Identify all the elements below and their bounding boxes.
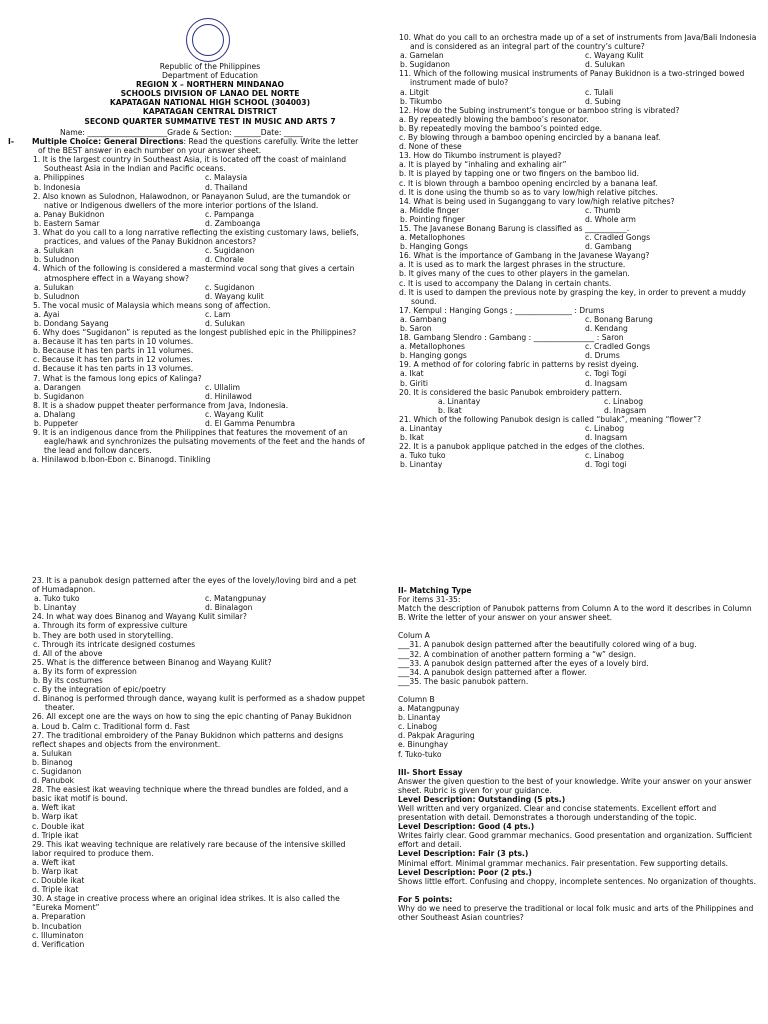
answer-option: b. Hanging gongs: [400, 351, 467, 361]
answer-option: c. Linabog: [604, 396, 644, 406]
answer-option: c. Double ikat: [32, 876, 85, 886]
question-options: [398, 206, 760, 224]
question-text: 9. It is an indigenous dance from the Philippines that features the movement of an eagle/hawk and synchronizes the pulsating movements of the feet and the hands of the lead and follow dancers.: [33, 428, 365, 456]
question-options: [32, 383, 366, 401]
question-text: 16. What is the importance of Gambang in the Javanese Wayang?: [399, 251, 650, 261]
answer-options-line: a. Hinilawod b.Ibon-Ebon c. Binanogd. Tinikling: [32, 455, 211, 465]
part1-directions-text: : Read the questions carefully. Write the letter of the BEST answer in each number on your answer sheet.: [38, 137, 359, 156]
answer-option: b. Tikumbo: [400, 96, 443, 106]
answer-option: a. Darangen: [34, 382, 81, 392]
answer-option: c. Cradled Gongs: [585, 233, 651, 243]
answer-option: d. Thailand: [205, 182, 248, 192]
question-text: 2. Also known as Sulodnon, Halawodnon, or Panayanon Sulud, are the tumandok or native or Indigenous dwellers of the more interior portions of the Island.: [33, 191, 351, 210]
question-options: [398, 397, 760, 415]
rubric-levels: [398, 795, 760, 886]
column-2: [398, 33, 760, 470]
answer-option: c. Lam: [205, 309, 231, 319]
answer-option: a. Tuko tuko: [34, 594, 80, 604]
answer-option: b. Ikat: [400, 433, 424, 443]
answer-option: b. Ikat: [438, 405, 462, 415]
question-text: 28. The easiest ikat weaving technique where the thread bundles are folded, and a basic ikat motif is bound.: [32, 785, 349, 804]
answer-option: c. Bonang Barung: [585, 314, 653, 324]
question-options: [32, 173, 366, 191]
answer-option: a. Linantay: [400, 424, 443, 434]
answer-option: b. Hanging Gongs: [400, 242, 468, 252]
answer-option: d. None of these: [399, 142, 462, 152]
answer-option: d. Triple ikat: [32, 885, 79, 895]
question-item: [32, 731, 366, 786]
answer-option: c. Togi Togi: [585, 369, 627, 379]
column-a-item: ___33. A panubok design patterned after the eyes of a lovely bird.: [398, 658, 649, 668]
question-text: 11. Which of the following musical instruments of Panay Bukidnon is a two-stringed bowed instrument made of bulo?: [399, 69, 745, 88]
answer-option: d. Kendang: [585, 324, 628, 333]
answer-option: c. Double ikat: [32, 821, 85, 831]
question-text: 23. It is a panubok design patterned after the eyes of the lovely/loving bird and a pet of Humadapnon.: [32, 576, 357, 595]
answer-option: a. Weft ikat: [32, 857, 76, 867]
column-b-item: f. Tuko-tuko: [398, 749, 442, 759]
answer-option: b. Linantay: [34, 603, 77, 613]
questions-1-9: [8, 155, 366, 464]
question-options: [398, 233, 760, 251]
answer-option: b. It gives many of the cues to other players in the gamelan.: [399, 269, 630, 279]
answer-option: b. Giriti: [400, 378, 428, 388]
column-3: [32, 576, 366, 949]
answer-option: c. Pampanga: [205, 209, 255, 219]
answer-option: a. Sulukan: [32, 748, 72, 758]
school-line: KAPATAGAN NATIONAL HIGH SCHOOL (304003): [109, 98, 311, 108]
answer-option: c. Cradled Gongs: [585, 342, 651, 352]
column-a-item: ___35. The basic panubok pattern.: [398, 676, 529, 686]
part1-numeral: I-: [8, 137, 14, 147]
answer-option: b. Linantay: [400, 460, 443, 470]
question-text: 13. How do Tikumbo instrument is played?: [399, 151, 562, 161]
answer-option: c. Sugidanon: [205, 246, 255, 256]
for-points-label: For 5 points:: [398, 894, 453, 904]
answer-option: b. Warp ikat: [32, 812, 78, 822]
answer-option: a. Tuko tuko: [400, 451, 446, 461]
answer-option: c. Wayang Kulit: [585, 51, 644, 61]
answer-option: a. It is played by “inhaling and exhaling air”: [399, 160, 567, 170]
question-item: [398, 415, 760, 442]
answer-option: c. Wayang Kulit: [205, 409, 264, 419]
question-text: 4. Which of the following is considered a mastermind vocal song that gives a certain atmosphere effect in a Wayang show?: [33, 264, 355, 283]
answer-option: d. Subing: [585, 96, 621, 106]
answer-option: c. It is used to accompany the Dalang in certain chants.: [399, 278, 612, 288]
answer-option: a. By its form of expression: [33, 666, 137, 676]
question-text: 26. All except one are the ways on how to sing the epic chanting of Panay Bukidnon: [32, 712, 352, 722]
answer-option: a. Panay Bukidnon: [34, 209, 105, 219]
answer-option: b. Warp ikat: [32, 867, 78, 876]
question-options: [32, 410, 366, 428]
answer-option: b. Suludnon: [34, 291, 80, 301]
part1-title: Multiple Choice: General Directions: [31, 137, 184, 147]
questions-23-30: [32, 576, 366, 949]
region-line: REGION X – NORTHERN MINDANAO: [136, 80, 284, 90]
question-options: [32, 283, 366, 301]
answer-option: d. Togi togi: [585, 460, 627, 470]
district-line: KAPATAGAN CENTRAL DISTRICT: [142, 107, 278, 117]
column-b-item: b. Linantay: [398, 713, 441, 723]
answer-option: c. Malaysia: [205, 173, 248, 183]
answer-option: a. Philippines: [34, 173, 85, 183]
question-item: [32, 658, 366, 713]
answer-option: b. Because it has ten parts in 11 volumes.: [33, 346, 194, 356]
questions-10-22: [398, 33, 760, 470]
question-item: [398, 442, 760, 469]
question-item: [32, 612, 366, 657]
answer-option: a. Sulukan: [34, 246, 74, 256]
question-text: 7. What is the famous long epics of Kalinga?: [33, 373, 202, 383]
question-item: [32, 894, 366, 949]
answer-option: b. Puppeter: [34, 419, 78, 428]
question-text: 15. The Javanese Bonang Barung is classified as ___________.: [399, 223, 630, 233]
column-b-label: Column B: [398, 694, 435, 704]
answer-option: c. Linabog: [585, 424, 625, 434]
question-options: [32, 246, 366, 264]
answer-option: a. Preparation: [32, 912, 86, 922]
part2-directions: Match the description of Panubok patterns from Column A to the word it describes in Column B. Write the letter of your answer on your answer sheet.: [398, 604, 752, 623]
question-item: [32, 401, 366, 428]
question-options: [398, 424, 760, 442]
question-item: [32, 192, 366, 228]
answer-option: c. Illuminaton: [32, 930, 84, 940]
answer-option: c. Through its intricate designed costumes: [33, 639, 196, 649]
question-item: [32, 264, 366, 300]
rubric-level-desc: Writes fairly clear. Good grammar mechanics. Good presentation and organization. Sufficient effort and detail.: [398, 831, 752, 850]
answer-option: d. Panubok: [32, 776, 75, 786]
question-text: 24. In what way does Binanog and Wayang Kulit similar?: [32, 612, 247, 622]
question-text: 19. A method of for coloring fabric in patterns by resist dyeing.: [399, 360, 639, 370]
question-item: [398, 360, 760, 387]
column-b-item: d. Pakpak Araguring: [398, 731, 475, 741]
answer-option: d. It is done using the thumb so as to vary low/high relative pitches.: [399, 187, 658, 197]
answer-option: d. El Gamma Penumbra: [205, 419, 295, 428]
answer-option: b. Eastern Samar: [34, 218, 100, 228]
answer-option: d. Inagsam: [585, 433, 628, 443]
column-a-label: Colum A: [398, 631, 430, 641]
column-4: [398, 586, 760, 922]
division-line: SCHOOLS DIVISION OF LANAO DEL NORTE: [120, 89, 300, 99]
question-item: [32, 301, 366, 328]
question-text: 29. This ikat weaving technique are relatively rare because of the intensive skilled labor required to produce them.: [32, 839, 346, 858]
question-text: 18. Gambang Slendro : Gambang : ________________ : Saron: [399, 333, 624, 343]
question-options: [398, 342, 760, 360]
answer-option: d. Chorale: [205, 255, 244, 265]
question-options: [398, 51, 760, 69]
question-item: [398, 197, 760, 224]
part2-for-items: For items 31-35:: [398, 595, 461, 605]
question-item: [398, 333, 760, 360]
answer-option: d. Verification: [32, 939, 85, 949]
part1-directions: [8, 137, 366, 155]
answer-option: b. Suludnon: [34, 255, 80, 265]
question-text: 8. It is a shadow puppet theater performance from Java, Indonesia.: [33, 400, 289, 410]
answer-option: c. By blowing through a bamboo opening encircled by a banana leaf.: [399, 133, 661, 143]
question-text: 25. What is the difference between Binanog and Wayang Kulit?: [32, 657, 272, 667]
answer-option: d. Because it has ten parts in 13 volumes.: [33, 364, 194, 374]
question-options: [398, 88, 760, 106]
answer-option: b. Pointing finger: [400, 214, 465, 224]
rubric-level-desc: Well written and very organized. Clear and concise statements. Excellent effort and presentation with detail. Demonstrates a thorough understanding of the topic.: [398, 803, 717, 823]
question-item: [32, 328, 366, 373]
column-a-item: ___32. A combination of another pattern forming a “w” design.: [398, 649, 636, 659]
test-title: SECOND QUARTER SUMMATIVE TEST IN MUSIC AND ARTS 7: [84, 116, 336, 126]
question-options: [32, 594, 366, 612]
answer-option: a. Weft ikat: [32, 803, 76, 813]
question-item: [398, 388, 760, 415]
question-options: [32, 210, 366, 228]
question-options: [398, 315, 760, 333]
answer-option: d. Inagsam: [604, 405, 647, 415]
question-item: [32, 785, 366, 840]
answer-option: d. Zamboanga: [205, 218, 261, 228]
answer-option: b. Indonesia: [34, 182, 81, 192]
rubric-level-label: Level Description: Outstanding (5 pts.): [398, 794, 566, 804]
answer-option: b. Saron: [400, 324, 432, 333]
rubric-level-label: Level Description: Good (4 pts.): [398, 822, 535, 832]
column-a-item: ___31. A panubok design patterned after the beautifully colored wing of a bug.: [398, 640, 697, 650]
column-1: [8, 128, 366, 464]
question-text: 14. What is being used in Suganggang to vary low/high relative pitches?: [399, 196, 675, 206]
answer-option: a. Ikat: [400, 369, 424, 379]
answer-option: a. Ayai: [34, 309, 60, 319]
part3-directions: Answer the given question to the best of your knowledge. Write your answer on your answer sheet. Rubric is given for your guidance.: [398, 776, 752, 795]
answer-option: a. Middle finger: [400, 205, 460, 215]
question-text: 3. What do you call to a long narrative reflecting the existing customary laws, beliefs, practices, and values of the Panay Bukidnon ancestors?: [33, 228, 359, 247]
answer-option: a. Gambang: [400, 314, 447, 324]
question-item: [398, 151, 760, 196]
rubric-level-label: Level Description: Poor (2 pts.): [398, 867, 532, 877]
answer-option: b. By repeatedly moving the bamboo’s pointed edge.: [399, 123, 603, 133]
question-text: 5. The vocal music of Malaysia which means song of affection.: [33, 300, 271, 310]
column-b-item: c. Linabog: [398, 722, 438, 732]
question-options: [398, 369, 760, 387]
question-item: [32, 374, 366, 401]
answer-option: b. Dondang Sayang: [34, 318, 109, 328]
answer-option: d. Triple ikat: [32, 830, 79, 840]
answer-option: a. Gamelan: [400, 51, 444, 61]
question-text: 10. What do you call to an orchestra made up of a set of instruments from Java/Bali Indonesia and is considered as an integral part of the country’s culture?: [399, 33, 757, 52]
question-text: 1. It is the largest country in Southeast Asia, it is located off the coast of mainland Southeast Asia in the Indian and Pacific oceans.: [33, 155, 347, 174]
question-item: [32, 576, 366, 612]
answer-option: d. Wayang kulit: [205, 291, 264, 301]
essay-question: Why do we need to preserve the traditional or local folk music and arts of the Philippines and other Southeast Asian countries?: [398, 903, 754, 922]
answer-option: c. Matangpunay: [205, 594, 267, 604]
column-a-item: ___34. A panubok design patterned after a flower.: [398, 667, 587, 677]
column-b-item: e. Binunghay: [398, 740, 449, 750]
answer-option: a. Metallophones: [400, 342, 465, 352]
answer-option: d. Drums: [585, 351, 620, 361]
name-line: Name: _____________________Grade & Section: _______Date: _____: [60, 128, 303, 137]
answer-option: b. Sugidanon: [34, 391, 84, 401]
department-line: Department of Education: [162, 71, 258, 81]
answer-option: b. They are both used in storytelling.: [33, 630, 174, 640]
answer-option: d. Binanog is performed through dance, wayang kulit is performed as a shadow puppet theater.: [33, 694, 365, 713]
part2-title: II- Matching Type: [398, 586, 472, 595]
question-options: [32, 310, 366, 328]
answer-option: d. All of the above: [33, 648, 103, 658]
answer-option: d. Whole arm: [585, 214, 636, 224]
answer-option: b. Incubation: [32, 921, 82, 931]
answer-option: c. Ullalim: [205, 382, 241, 392]
answer-option: d. Inagsam: [585, 378, 628, 388]
question-text: 12. How do the Subing instrument’s tongue or bamboo string is vibrated?: [399, 105, 680, 115]
question-item: [32, 840, 366, 895]
question-options: [398, 451, 760, 469]
answer-option: b. By its costumes: [33, 676, 103, 686]
answer-option: c. Because it has ten parts in 12 volumes.: [33, 355, 193, 365]
question-item: [32, 155, 366, 191]
answer-option: d. Hinilawod: [205, 391, 252, 401]
answer-option: a. Metallophones: [400, 233, 465, 243]
part3-title: III- Short Essay: [398, 767, 463, 777]
rubric-level-desc: Shows little effort. Confusing and choppy, incomplete sentences. No organization of thoughts.: [398, 876, 757, 886]
answer-option: c. By the integration of epic/poetry: [33, 685, 166, 695]
question-item: [32, 712, 366, 730]
answer-option: d. Sulukan: [205, 318, 245, 328]
answer-option: c. It is blown through a bamboo opening encircled by a banana leaf.: [399, 178, 658, 188]
question-text: 20. It is considered the basic Panubok embroidery pattern.: [399, 387, 622, 397]
question-text: 17. Kempul : Hanging Gongs ; _______________ : Drums: [399, 305, 605, 315]
answer-option: a. By repeatedly blowing the bamboo’s resonator.: [399, 114, 589, 124]
answer-option: c. Thumb: [585, 205, 621, 215]
answer-options-line: a. Loud b. Calm c. Traditional form d. Fast: [32, 721, 190, 731]
answer-option: d. Gambang: [585, 242, 632, 252]
question-text: 30. A stage in creative process where an original idea strikes. It is also called the “Eureka Moment”: [32, 894, 340, 913]
answer-option: a. Because it has ten parts in 10 volumes.: [33, 337, 194, 347]
answer-option: a. Sulukan: [34, 282, 74, 292]
answer-option: c. Sugidanon: [205, 282, 255, 292]
answer-option: a. It is used as to mark the largest phrases in the structure.: [399, 260, 626, 270]
answer-option: d. It is used to dampen the previous note by grasping the key, in order to prevent a muddy sound.: [399, 287, 746, 306]
question-text: 22. It is a panubok applique patched in the edges of the clothes.: [399, 442, 645, 452]
question-text: 6. Why does “Sugidanon” is reputed as the longest published epic in the Philippines?: [33, 328, 357, 338]
answer-option: a. Dhalang: [34, 409, 76, 419]
question-item: [398, 33, 760, 69]
question-item: [398, 251, 760, 306]
answer-option: a. Linantay: [438, 396, 481, 406]
deped-seal-icon: [186, 18, 230, 62]
question-item: [398, 69, 760, 105]
question-text: 27. The traditional embroidery of the Panay Bukidnon which patterns and designs reflect shapes and objects from the environment.: [32, 730, 344, 749]
rubric-level-label: Level Description: Fair (3 pts.): [398, 849, 529, 859]
answer-option: a. Litgit: [400, 87, 429, 97]
republic-line: Republic of the Philippines: [159, 62, 261, 71]
column-b-items: [398, 704, 760, 759]
rubric-level-desc: Minimal effort. Minimal grammar mechanics. Fair presentation. Few supporting details.: [398, 858, 729, 868]
question-item: [32, 428, 366, 464]
answer-option: b. Sugidanon: [400, 60, 450, 70]
answer-option: c. Tulali: [585, 87, 614, 97]
answer-option: d. Sulukan: [585, 60, 625, 70]
question-item: [398, 224, 760, 251]
answer-option: b. Binanog: [32, 757, 73, 767]
column-b-item: a. Matangpunay: [398, 704, 460, 714]
question-item: [398, 106, 760, 151]
answer-option: a. Through its form of expressive culture: [33, 621, 188, 631]
answer-option: d. Binalagon: [205, 603, 253, 613]
answer-option: c. Sugidanon: [32, 766, 82, 776]
answer-option: c. Linabog: [585, 451, 625, 461]
question-item: [32, 228, 366, 264]
school-header: [80, 62, 340, 126]
question-item: [398, 306, 760, 333]
answer-option: b. It is played by tapping one or two fingers on the bamboo lid.: [399, 169, 640, 179]
question-text: 21. Which of the following Panubok design is called “bulak”, meaning “flower”?: [399, 414, 702, 424]
column-a-items: [398, 640, 760, 685]
